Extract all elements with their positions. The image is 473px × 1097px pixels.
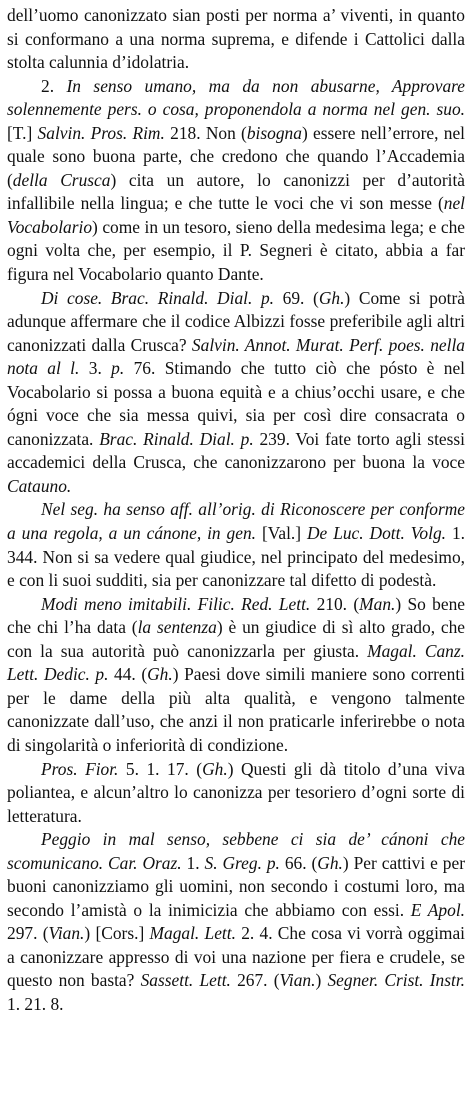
italic-text-run: In senso umano, ma da non abusarne, Approvare solennemente pers. o cosa, proponendola a norma nel gen. suo. — [7, 75, 466, 120]
italic-text-run: De Luc. Dott. Volg. — [306, 523, 447, 544]
text-run: dell’uomo canonizzato sian posti per norma a’ viventi, in quanto si conformano a una norma suprema, e difende i Cattolici dalla stolta calunnia d’idolatria. — [7, 5, 465, 73]
italic-text-run: Gh. — [202, 758, 228, 779]
italic-text-run: Salvin. Annot. Murat. Perf. poes. nella nota al l. — [7, 334, 465, 379]
text-run: ) come in un tesoro, sieno della medesima lega; e che ogni volta che, per esempio, il P. Segneri è citato, abbia a far figura nel Vocabolario quanto Dante. — [7, 216, 465, 285]
text-run: 210. ( — [310, 593, 360, 614]
italic-text-run: Brac. Rinald. Dial. p. — [99, 428, 254, 449]
italic-text-run: Gh. — [317, 852, 343, 873]
entry-paragraph — [7, 593, 465, 758]
text-run: ) è un giudice di sì alto grado, che con la sua autorità può canonizzarla per giusta. — [7, 617, 466, 661]
entry-paragraph — [7, 498, 465, 592]
text-run: ) Come si potrà adunque affermare che il codice Albizzi fosse preferibile agli altri canonizzati dalla Crusca? — [7, 287, 465, 355]
text-run: ) [Cors.] — [84, 923, 150, 944]
text-run: ) So bene che chi l’ha data ( — [7, 593, 466, 638]
italic-text-run: S. Greg. p. — [204, 852, 280, 873]
italic-text-run: Nel seg. ha senso aff. all’orig. di Riconoscere per conforme a una regola, a un cánone, in gen. — [7, 499, 465, 544]
text-run: 66. ( — [279, 852, 318, 873]
text-run: 2. — [41, 75, 67, 96]
italic-text-run: Gh. — [318, 287, 345, 308]
text-run: 69. ( — [274, 287, 319, 308]
entry-paragraph — [7, 287, 465, 499]
text-run: 2. 4. Che cosa vi vorrà oggimai a canonizzare appresso di voi una nazione per fiera e crudele, se questo non basta? — [7, 923, 465, 991]
text-run: ) Questi gli dà titolo d’una viva poliantea, e alcun’altro lo canonizza per tesoriero d’ogni sorte di letteratura. — [7, 758, 465, 826]
italic-text-run: Segner. Crist. Instr. — [327, 970, 466, 991]
italic-text-run: Magal. Lett. — [149, 923, 236, 944]
text-run: 76. Stimando che tutto ciò che pósto è nel Vocabolario si possa a buona equità e a chius’occhi usare, e che ógni voce che sia messa quivi, sia per così dire consacrata o canonizzata. — [7, 358, 465, 449]
italic-text-run: Modi meno imitabili. Filic. Red. Lett. — [41, 593, 311, 614]
text-run: ) cita un autore, lo canonizzi per d’autorità infallibile nella lingua; e che tutte le voci che vi son messe ( — [7, 169, 465, 214]
text-run: 218. Non ( — [164, 122, 247, 143]
text-run: ) — [315, 970, 328, 991]
italic-text-run: della Crusca — [12, 169, 111, 190]
text-run: 44. ( — [108, 664, 148, 685]
entry-paragraph — [7, 828, 465, 1016]
italic-text-run: Di cose. Brac. Rinald. Dial. p. — [41, 287, 274, 308]
text-run: 267. ( — [230, 970, 280, 991]
italic-text-run: la sentenza — [137, 617, 217, 638]
italic-text-run: Peggio in mal senso, sebbene ci sia de’ cánoni che scomunicano. Car. Oraz. — [7, 829, 465, 873]
italic-text-run: Vian. — [48, 923, 85, 944]
text-run: 1. — [181, 852, 205, 873]
italic-text-run: p. — [111, 358, 125, 379]
text-run: 297. ( — [7, 923, 49, 944]
dictionary-text-column — [7, 4, 465, 1017]
italic-text-run: Catauno. — [7, 475, 72, 496]
italic-text-run: Magal. Canz. Lett. Dedic. p. — [7, 640, 465, 685]
text-run: 3. — [79, 358, 112, 379]
text-run: ) Paesi dove simili maniere sono correnti per le dame della più alta qualità, e vengono talmente canonizzate dall’uso, che anzi il non praticarle inferirebbe o nota di singolarità o inferiorità di condizione. — [7, 664, 465, 755]
text-run: 1. 344. Non si sa vedere qual giudice, nel principato del medesimo, e con li suoi sudditi, sia per canonizzare tal difetto di podestà. — [7, 523, 465, 591]
italic-text-run: Salvin. Pros. Rim. — [37, 122, 165, 143]
italic-text-run: Gh. — [147, 664, 173, 685]
text-run: [T.] — [7, 122, 38, 143]
italic-text-run: Sassett. Lett. — [140, 970, 231, 991]
text-run: 1. 21. 8. — [7, 993, 64, 1014]
italic-text-run: nel Vocabolario — [7, 193, 465, 237]
text-run: 239. Voi fate torto agli stessi accademici della Crusca, che canonizzarono per buona la voce — [7, 428, 465, 473]
text-run: 5. 1. 17. ( — [118, 758, 203, 779]
text-run: [Val.] — [256, 523, 307, 544]
entry-paragraph — [7, 758, 465, 829]
italic-text-run: E Apol. — [410, 899, 465, 920]
text-run: ) essere nell’errore, nel quale sono buona parte, che credono che quando l’Accademia ( — [7, 122, 466, 190]
italic-text-run: Pros. Fior. — [41, 758, 119, 779]
entry-paragraph — [7, 4, 465, 75]
text-run: ) Per cattivi e per buoni canonizziamo gli uomini, non secondo i costumi loro, ma secondo l’amistà o la inimicizia che abbiamo con essi. — [7, 852, 465, 920]
italic-text-run: bisogna — [246, 122, 302, 143]
entry-paragraph — [7, 75, 465, 287]
italic-text-run: Man. — [359, 593, 396, 614]
italic-text-run: Vian. — [279, 970, 316, 991]
